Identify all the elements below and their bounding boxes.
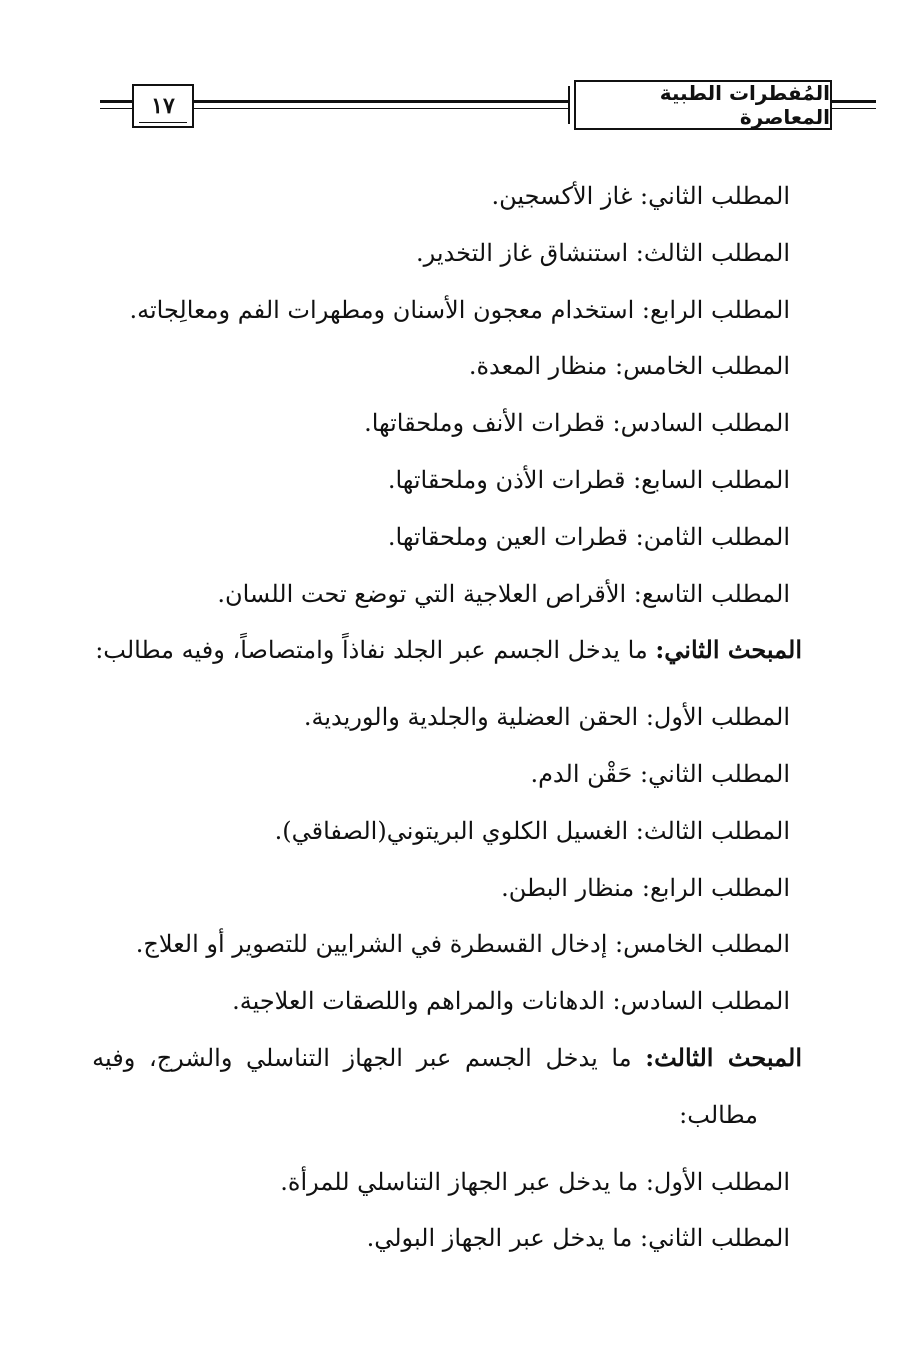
list-item: المطلب السابع: قطرات الأذن وملحقاتها.	[387, 465, 790, 494]
list-item: المطلب السادس: الدهانات والمراهم واللصقات العلاجية.	[232, 987, 790, 1016]
list-item: المطلب الثاني: حَقْن الدم.	[530, 759, 790, 788]
list-item: المطلب الخامس: منظار المعدة.	[468, 352, 790, 381]
section-label: المبحث الثاني:	[655, 635, 802, 665]
header-rule-right-thin	[832, 108, 876, 109]
list-item: المطلب الرابع: منظار البطن.	[501, 873, 790, 902]
header-rule-left	[100, 100, 132, 103]
section-text: ما يدخل الجسم عبر الجهاز التناسلي والشرج، وفيه	[92, 1043, 646, 1072]
section-heading-2	[90, 622, 802, 679]
section-text: ما يدخل الجسم عبر الجلد نفاذاً وامتصاصاً، وفيه مطالب:	[95, 636, 656, 665]
book-title: المُفطرات الطبية المعاصرة	[574, 80, 832, 130]
header-rule-left-thin	[100, 108, 132, 109]
list-item: المطلب الثالث: الغسيل الكلوي البريتوني(الصفاقي).	[274, 816, 790, 845]
page-header	[0, 72, 911, 142]
list-item: المطلب الخامس: إدخال القسطرة في الشرايين للتصوير أو العلاج.	[135, 930, 790, 959]
list-item: المطلب الثاني: ما يدخل عبر الجهاز البولي.	[366, 1224, 790, 1253]
header-rule-middle-thin	[194, 108, 570, 109]
list-item: المطلب التاسع: الأقراص العلاجية التي توضع تحت اللسان.	[217, 579, 790, 608]
list-item: المطلب الرابع: استخدام معجون الأسنان ومطهرات الفم ومعالِجاته.	[129, 295, 790, 324]
page-number: ١٧	[132, 84, 194, 128]
list-item: المطلب الثالث: استنشاق غاز التخدير.	[416, 238, 790, 267]
section-heading-3	[90, 1030, 802, 1087]
list-item: المطلب الأول: ما يدخل عبر الجهاز التناسلي للمرأة.	[280, 1167, 790, 1196]
list-item: المطلب السادس: قطرات الأنف وملحقاتها.	[364, 409, 790, 438]
section-label: المبحث الثالث:	[645, 1042, 802, 1072]
list-item: المطلب الثامن: قطرات العين وملحقاتها.	[387, 522, 790, 551]
list-item: المطلب الأول: الحقن العضلية والجلدية والوريدية.	[303, 703, 790, 732]
list-item: المطلب الثاني: غاز الأكسجين.	[491, 182, 790, 210]
section-text-continued: مطالب:	[679, 1100, 758, 1129]
page-content	[90, 168, 802, 1267]
header-rule-right	[832, 100, 876, 103]
header-rule-middle	[194, 100, 570, 103]
